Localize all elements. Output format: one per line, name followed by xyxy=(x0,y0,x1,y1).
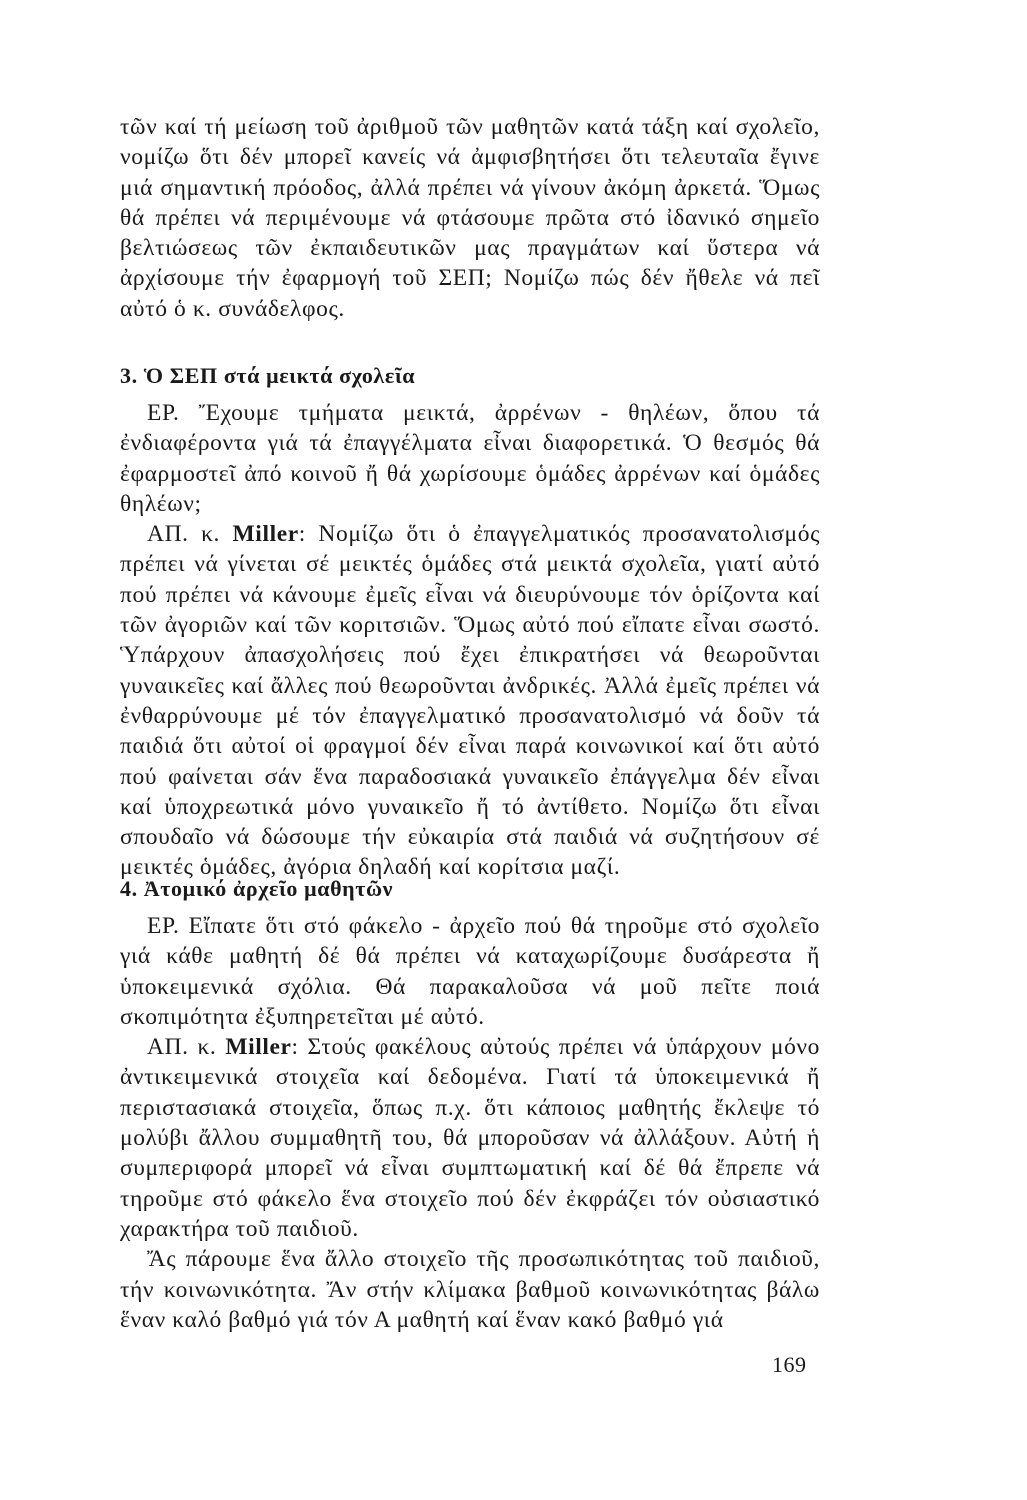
section-4-heading: 4. Ἀτομικό ἀρχεῖο μαθητῶν xyxy=(120,876,394,901)
answer-label: ΑΠ. κ. xyxy=(147,521,221,548)
section-3-text-block xyxy=(120,398,820,883)
section-4-answer xyxy=(120,1032,820,1244)
answer-speaker: Miller xyxy=(225,1034,292,1061)
section-3-heading: 3. Ὁ ΣΕΠ στά μεικτά σχολεῖα xyxy=(120,363,416,388)
section-3-answer xyxy=(120,519,820,883)
question-text: Εἴπατε ὅτι στό φάκελο - ἀρχεῖο πού θά τηροῦμε στό σχολεῖο γιά κάθε μαθητή δέ θά πρέπει νά καταχωρίζουμε δυσάρεστα ἤ ὑποκειμενικά σχόλια. Θά παρακαλοῦσα νά μοῦ πεῖτε ποιά σκοπιμότητα ἐξυπηρετεῖται μέ αὐτό. xyxy=(120,913,820,1030)
answer-text: : Νομίζω ὅτι ὁ ἐπαγγελματικός προσανατολισμός πρέπει νά γίνεται σέ μεικτές ὁμάδες στά μεικτά σχολεῖα, γιατί αὐτό πού πρέπει νά κάνουμε ἐμεῖς εἶναι νά διευρύνουμε τόν ὁρίζοντα καί τῶν ἀγοριῶν καί τῶν κοριτσιῶν. Ὅμως αὐτό πού εἴπατε εἶναι σωστό. Ὑπάρχουν ἀπασχολήσεις πού ἔχει ἐπικρατήσει νά θεωροῦνται γυναικεῖες καί ἄλλες πού θεωροῦνται ἀνδρικές. Ἀλλά ἐμεῖς πρέπει νά ἐνθαρρύνουμε μέ τόν ἐπαγγελματικό προσανατολισμό νά δοῦν τά παιδιά ὅτι αὐτοί οἱ φραγμοί δέν εἶναι παρά κοινωνικοί καί ὅτι αὐτό πού φαίνεται σάν ἕνα παραδοσιακά γυναικεῖο ἐπάγγελμα δέν εἶναι καί ὑποχρεωτικά μόνο γυναικεῖο ἤ τό ἀντίθετο. Νομίζω ὅτι εἶναι σπουδαῖο νά δώσουμε τήν εὐκαιρία στά παιδιά νά συζητήσουν σέ μεικτές ὁμάδες, ἀγόρια δηλαδή καί κορίτσια μαζί. xyxy=(120,521,820,881)
answer-label: ΑΠ. κ. xyxy=(147,1034,217,1061)
opening-text-block xyxy=(120,112,820,324)
section-3-question xyxy=(120,398,820,519)
page-number: 169 xyxy=(772,1352,807,1377)
answer-text: : Στούς φακέλους αὐτούς πρέπει νά ὑπάρχουν μόνο ἀντικειμενικά στοιχεῖα καί δεδομένα. Γιατί τά ὑποκειμενικά ἤ περιστασιακά στοιχεῖα, ὅπως π.χ. ὅτι κάποιος μαθητής ἔκλεψε τό μολύβι ἄλλου συμμαθητῆ του, θά μποροῦσαν νά ἀλλάξουν. Αὐτή ἡ συμπεριφορά μπορεῖ νά εἶναι συμπτωματική καί δέ θά ἔπρεπε νά τηροῦμε στό φάκελο ἕνα στοιχεῖο πού δέν ἐκφράζει τόν οὐσιαστικό χαρακτήρα τοῦ παιδιοῦ. xyxy=(120,1034,821,1242)
section-4-text-block xyxy=(120,911,820,1335)
question-text: Ἔχουμε τμήματα μεικτά, ἀρρένων - θηλέων, ὅπου τά ἐνδιαφέροντα γιά τά ἐπαγγέλματα εἶναι διαφορετικά. Ὁ θεσμός θά ἐφαρμοστεῖ ἀπό κοινοῦ ἤ θά χωρίσουμε ὁμάδες ἀρρένων καί ὁμάδες θηλέων; xyxy=(120,400,820,517)
opening-paragraph: τῶν καί τή μείωση τοῦ ἀριθμοῦ τῶν μαθητῶν κατά τάξη καί σχολεῖο, νομίζω ὅτι δέν μπορεῖ κανείς νά ἀμφισβητήσει ὅτι τελευταῖα ἔγινε μιά σημαντική πρόοδος, ἀλλά πρέπει νά γίνουν ἀκόμη ἀρκετά. Ὅμως θά πρέπει νά περιμένουμε νά φτάσουμε πρῶτα στό ἰδανικό σημεῖο βελτιώσεως τῶν ἐκπαιδευτικῶν μας πραγμάτων καί ὕστερα νά ἀρχίσουμε τήν ἐφαρμογή τοῦ ΣΕΠ; Νομίζω πώς δέν ἤθελε νά πεῖ αὐτό ὁ κ. συνάδελφος. xyxy=(120,114,820,322)
answer-speaker: Miller xyxy=(232,521,299,548)
section-4-question xyxy=(120,911,820,1032)
question-label: ΕΡ. xyxy=(147,400,180,426)
question-label: ΕΡ. xyxy=(147,913,180,939)
section-4-closing-paragraph: Ἄς πάρουμε ἕνα ἄλλο στοιχεῖο τῆς προσωπικότητας τοῦ παιδιοῦ, τήν κοινωνικότητα. Ἄν στήν κλίμακα βαθμοῦ κοινωνικότητας βάλω ἕναν καλό βαθμό γιά τόν Α μαθητή καί ἕναν κακό βαθμό γιά xyxy=(120,1246,820,1333)
